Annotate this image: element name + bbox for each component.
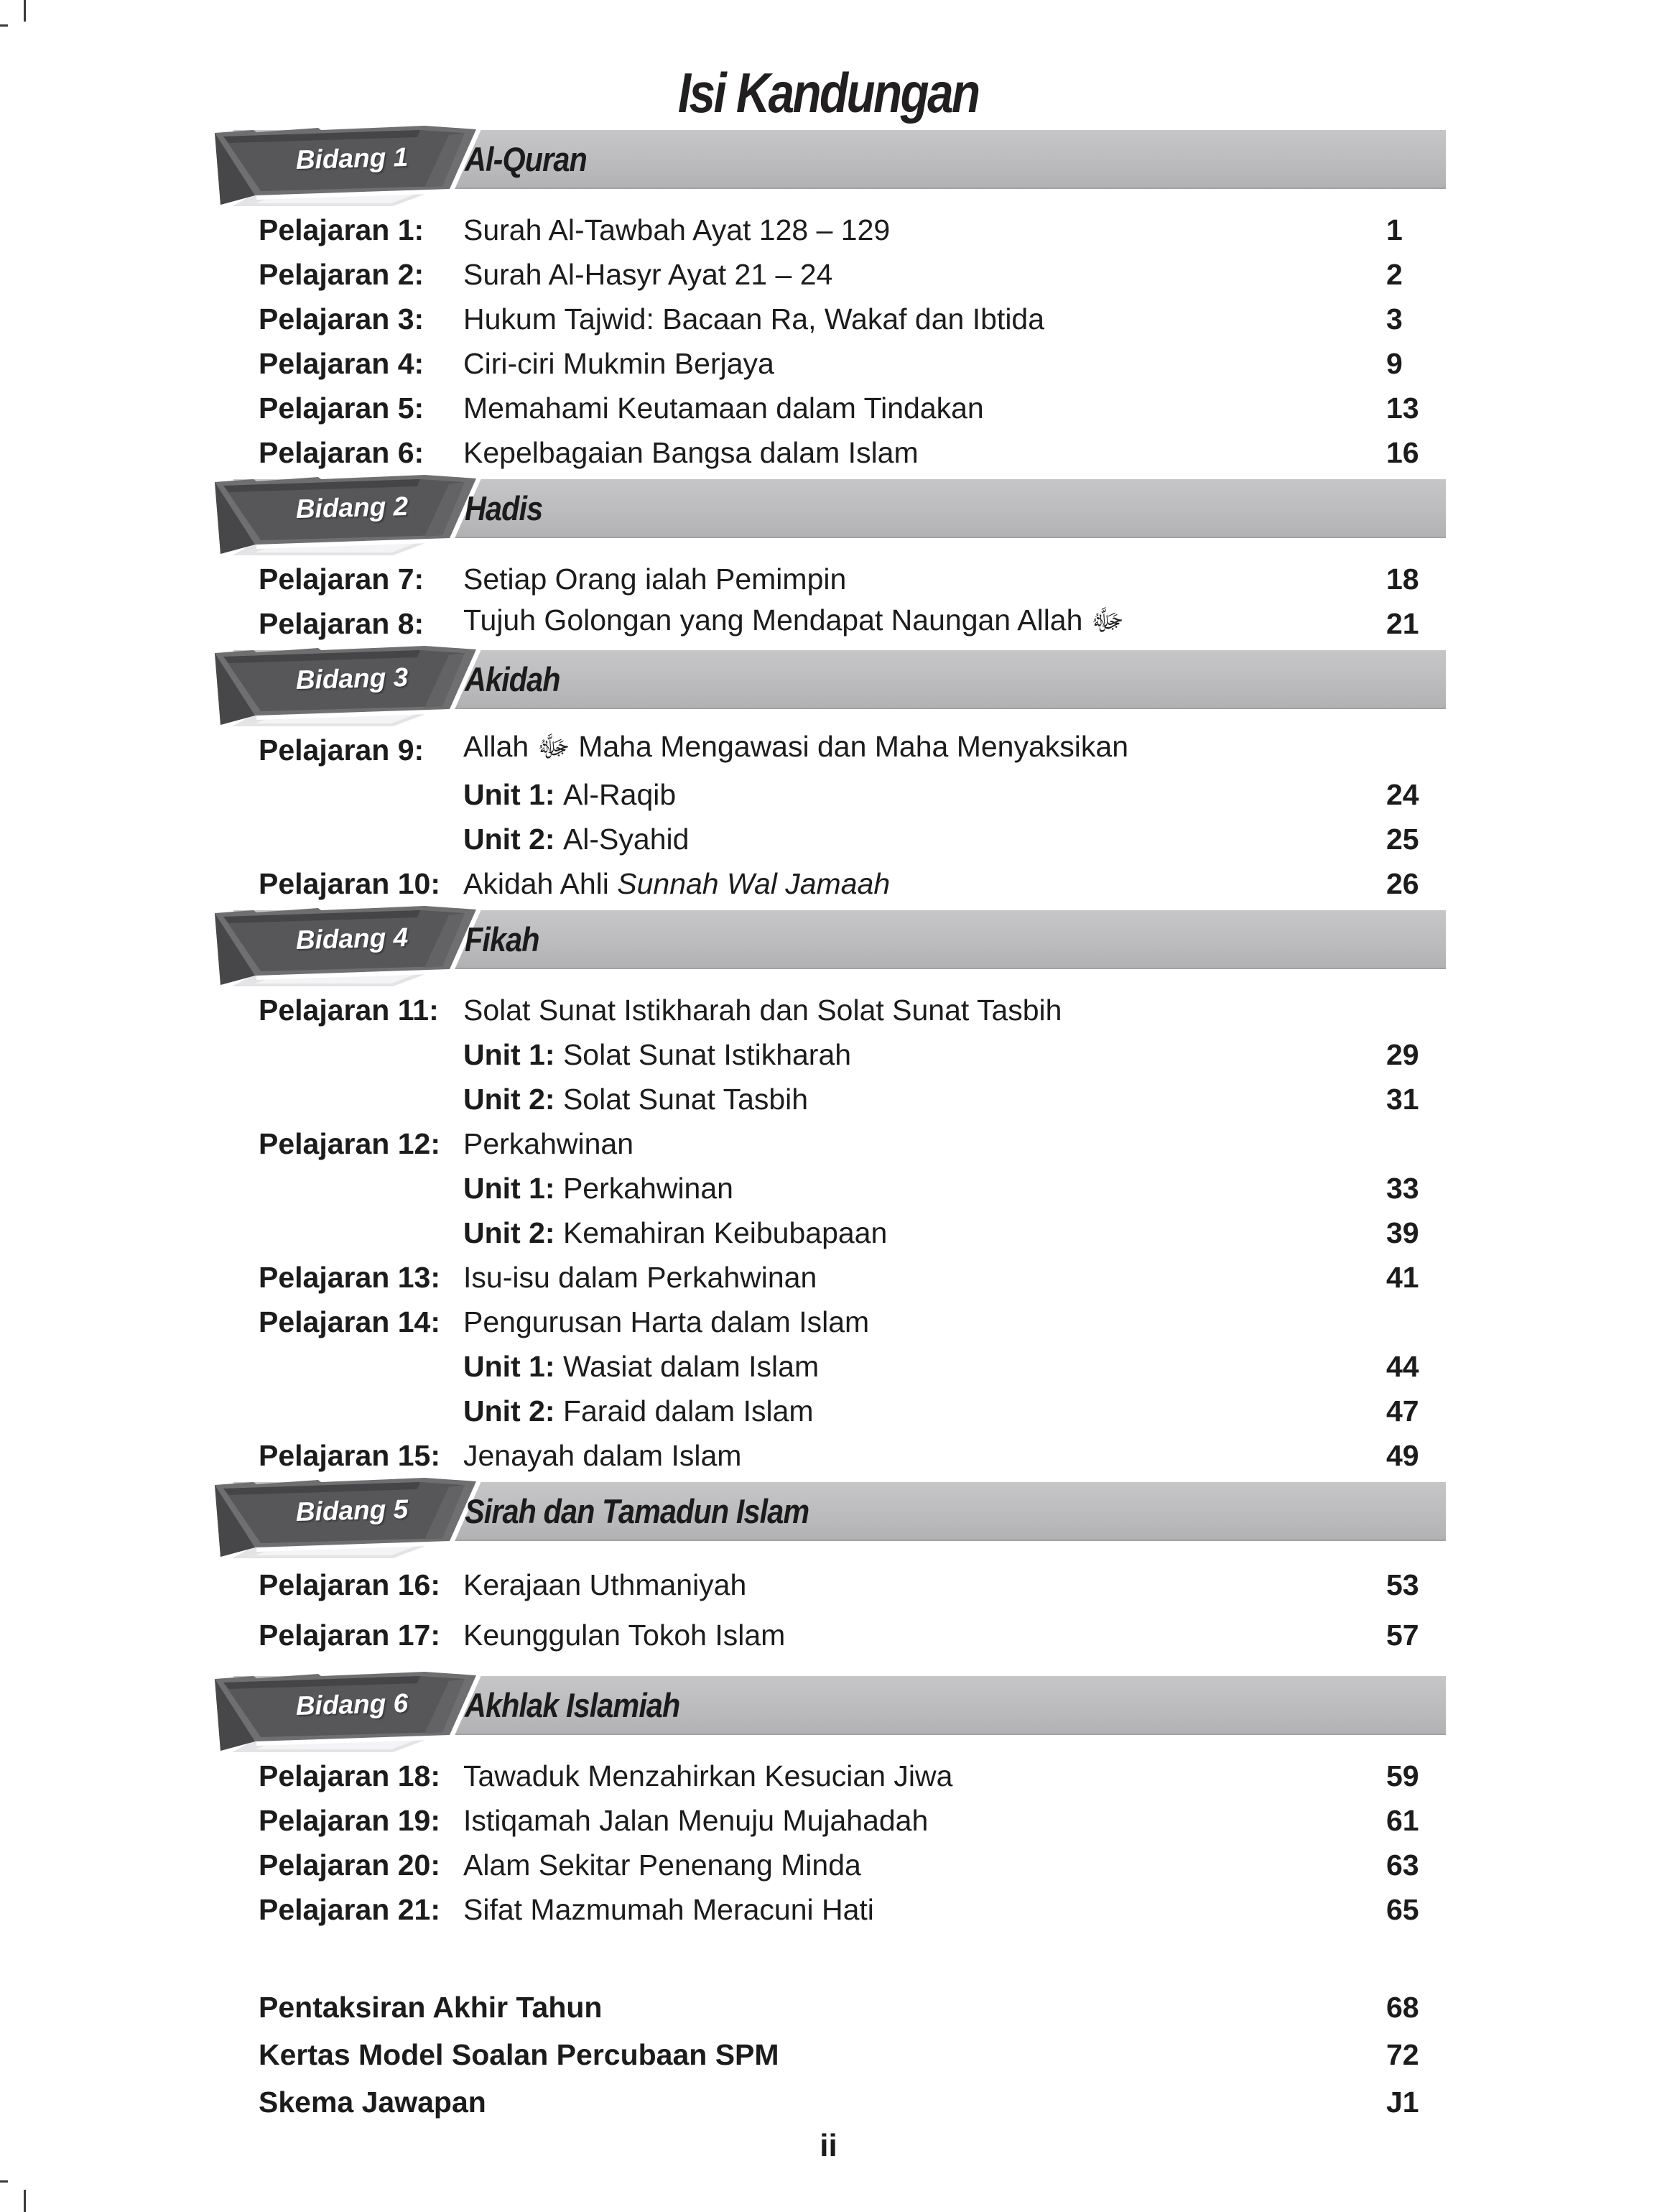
row-label: Pelajaran 15: <box>259 1438 440 1472</box>
row-title: Isu-isu dalam Perkahwinan <box>463 1260 817 1294</box>
row-title: Perkahwinan <box>463 1126 634 1160</box>
end-matter-row <box>212 2078 1446 2126</box>
toc-row <box>212 1610 1446 1660</box>
row-title: Memahami Keutamaan dalam Tindakan <box>463 391 984 425</box>
toc-unit-row <box>212 1389 1446 1433</box>
row-page-number: J1 <box>1386 2085 1419 2119</box>
row-page-number: 1 <box>1386 213 1403 246</box>
row-label: Pelajaran 16: <box>259 1568 440 1601</box>
row-label: Pelajaran 8: <box>259 606 424 640</box>
toc-unit-row <box>212 1211 1446 1255</box>
row-page-number: 72 <box>1386 2037 1419 2071</box>
row-title: Setiap Orang ialah Pemimpin <box>463 562 847 596</box>
row-label: Pelajaran 1: <box>259 213 424 246</box>
row-title: Ciri-ciri Mukmin Berjaya <box>463 346 774 380</box>
toc-row <box>212 1433 1446 1478</box>
toc-unit-row <box>212 1344 1446 1389</box>
row-label: Pelajaran 6: <box>259 435 424 469</box>
row-page-number: 63 <box>1386 1848 1419 1882</box>
toc-row <box>212 1798 1446 1843</box>
row-label: Pelajaran 21: <box>259 1892 440 1926</box>
row-page-number: 57 <box>1386 1618 1419 1652</box>
row-page-number: 9 <box>1386 346 1403 380</box>
row-label: Pelajaran 20: <box>259 1848 440 1882</box>
crop-mark-icon <box>0 2180 8 2183</box>
row-page-number: 33 <box>1386 1171 1419 1205</box>
row-label: Pelajaran 13: <box>259 1260 440 1294</box>
band-label: Bidang 2 <box>295 491 409 524</box>
row-title: Akidah Ahli Sunnah Wal Jamaah <box>463 866 891 900</box>
toc-row <box>212 430 1446 475</box>
row-page-number: 39 <box>1386 1216 1419 1249</box>
end-matter-row <box>212 2031 1446 2078</box>
band-label: Bidang 6 <box>295 1688 409 1721</box>
row-page-number: 3 <box>1386 302 1403 335</box>
section-title: Akidah <box>465 660 560 698</box>
row-page-number: 24 <box>1386 777 1419 811</box>
section-band <box>212 1672 1446 1752</box>
row-title: Sifat Mazmumah Meracuni Hati <box>463 1892 874 1926</box>
row-page-number: 2 <box>1386 257 1403 291</box>
row-label: Pelajaran 2: <box>259 257 424 291</box>
row-page-number: 41 <box>1386 1260 1419 1294</box>
section-title: Al-Quran <box>465 139 587 178</box>
row-title: Istiqamah Jalan Menuju Mujahadah <box>463 1803 929 1837</box>
row-page-number: 65 <box>1386 1892 1419 1926</box>
row-title: Keunggulan Tokoh Islam <box>463 1618 786 1652</box>
row-title: Surah Al-Tawbah Ayat 128 – 129 <box>463 213 891 246</box>
toc-row <box>212 1843 1446 1887</box>
crop-mark-icon <box>24 2190 26 2212</box>
row-page-number: 26 <box>1386 866 1419 900</box>
row-title: Unit 2: Solat Sunat Tasbih <box>463 1082 809 1116</box>
row-title: Pentaksiran Akhir Tahun <box>259 1990 603 2024</box>
section-rows <box>212 557 1446 646</box>
band-label: Bidang 4 <box>295 922 409 955</box>
toc-unit-row <box>212 1077 1446 1121</box>
toc-unit-row <box>212 1166 1446 1211</box>
row-title: Unit 1: Al-Raqib <box>463 777 677 811</box>
toc-row <box>212 601 1446 646</box>
row-page-number: 47 <box>1386 1394 1419 1427</box>
row-title: Unit 1: Wasiat dalam Islam <box>463 1349 820 1383</box>
row-label: Pelajaran 14: <box>259 1305 440 1338</box>
row-title: Kertas Model Soalan Percubaan SPM <box>259 2037 779 2071</box>
row-page-number: 13 <box>1386 391 1419 425</box>
toc-row <box>212 728 1446 772</box>
page-title: Isi Kandungan <box>678 61 979 124</box>
row-title: Unit 2: Faraid dalam Islam <box>463 1394 814 1427</box>
row-title: Unit 1: Solat Sunat Istikharah <box>463 1037 852 1071</box>
row-label: Pelajaran 10: <box>259 866 440 900</box>
row-page-number: 18 <box>1386 562 1419 596</box>
toc-row <box>212 252 1446 297</box>
row-title: Solat Sunat Istikharah dan Solat Sunat Tasbih <box>463 993 1062 1027</box>
row-title: Unit 1: Perkahwinan <box>463 1171 733 1205</box>
toc-row <box>212 1255 1446 1300</box>
row-page-number: 16 <box>1386 435 1419 469</box>
row-page-number: 25 <box>1386 822 1419 856</box>
section-rows <box>212 728 1446 906</box>
toc-row <box>212 208 1446 252</box>
row-title: Tawaduk Menzahirkan Kesucian Jiwa <box>463 1759 953 1792</box>
section-title: Akhlak Islamiah <box>465 1685 680 1724</box>
row-label: Pelajaran 3: <box>259 302 424 335</box>
section-title: Hadis <box>465 489 543 527</box>
toc-row <box>212 386 1446 430</box>
row-title: Skema Jawapan <box>259 2085 486 2119</box>
toc-unit-row <box>212 1032 1446 1077</box>
end-matter <box>212 1984 1446 2126</box>
section-title: Sirah dan Tamadun Islam <box>465 1491 809 1530</box>
row-label: Pelajaran 9: <box>259 733 424 767</box>
section-band <box>212 126 1446 206</box>
section-band <box>212 906 1446 986</box>
row-page-number: 29 <box>1386 1037 1419 1071</box>
row-page-number: 68 <box>1386 1990 1419 2024</box>
row-page-number: 49 <box>1386 1438 1419 1472</box>
row-label: Pelajaran 17: <box>259 1618 440 1652</box>
row-label: Pelajaran 4: <box>259 346 424 380</box>
section-rows <box>212 1560 1446 1660</box>
row-page-number: 44 <box>1386 1349 1419 1383</box>
row-page-number: 53 <box>1386 1568 1419 1601</box>
row-title: Alam Sekitar Penenang Minda <box>463 1848 861 1882</box>
toc-row <box>212 1887 1446 1932</box>
row-label: Pelajaran 7: <box>259 562 424 596</box>
toc-row <box>212 1754 1446 1798</box>
band-label: Bidang 3 <box>295 662 409 695</box>
toc-row <box>212 1121 1446 1166</box>
row-title: Allah ﷻ Maha Mengawasi dan Maha Menyaksikan <box>463 730 1128 763</box>
section-rows <box>212 1754 1446 1932</box>
toc-row <box>212 861 1446 906</box>
row-title: Unit 2: Kemahiran Keibubapaan <box>463 1216 888 1249</box>
section-title: Fikah <box>465 920 539 958</box>
row-label: Pelajaran 18: <box>259 1759 440 1792</box>
toc-row <box>212 297 1446 341</box>
footer-page-number: ii <box>820 2128 837 2163</box>
toc-row <box>212 1560 1446 1610</box>
toc-row <box>212 341 1446 386</box>
row-title: Kepelbagaian Bangsa dalam Islam <box>463 435 919 469</box>
row-title: Kerajaan Uthmaniyah <box>463 1568 747 1601</box>
toc-unit-row <box>212 817 1446 861</box>
row-page-number: 31 <box>1386 1082 1419 1116</box>
section-rows <box>212 208 1446 475</box>
row-title: Surah Al-Hasyr Ayat 21 – 24 <box>463 257 833 291</box>
row-label: Pelajaran 5: <box>259 391 424 425</box>
row-label: Pelajaran 12: <box>259 1126 440 1160</box>
crop-mark-icon <box>0 24 8 27</box>
page-header <box>0 60 1657 126</box>
toc-unit-row <box>212 772 1446 817</box>
row-title: Tujuh Golongan yang Mendapat Naungan Allah ﷻ <box>463 603 1125 637</box>
band-label: Bidang 5 <box>295 1494 409 1527</box>
row-title: Unit 2: Al-Syahid <box>463 822 690 856</box>
end-matter-row <box>212 1984 1446 2031</box>
row-title: Pengurusan Harta dalam Islam <box>463 1305 870 1338</box>
toc-row <box>212 1300 1446 1344</box>
row-title: Jenayah dalam Islam <box>463 1438 742 1472</box>
toc <box>212 126 1446 2126</box>
toc-row <box>212 988 1446 1032</box>
crop-mark-icon <box>24 0 26 22</box>
band-label: Bidang 1 <box>295 142 409 175</box>
row-page-number: 59 <box>1386 1759 1419 1792</box>
section-band <box>212 1478 1446 1558</box>
row-title: Hukum Tajwid: Bacaan Ra, Wakaf dan Ibtida <box>463 302 1045 335</box>
row-page-number: 21 <box>1386 606 1419 640</box>
section-band <box>212 475 1446 555</box>
section-band <box>212 646 1446 726</box>
section-rows <box>212 988 1446 1478</box>
toc-row <box>212 557 1446 601</box>
row-label: Pelajaran 11: <box>259 993 439 1027</box>
row-label: Pelajaran 19: <box>259 1803 440 1837</box>
row-page-number: 61 <box>1386 1803 1419 1837</box>
